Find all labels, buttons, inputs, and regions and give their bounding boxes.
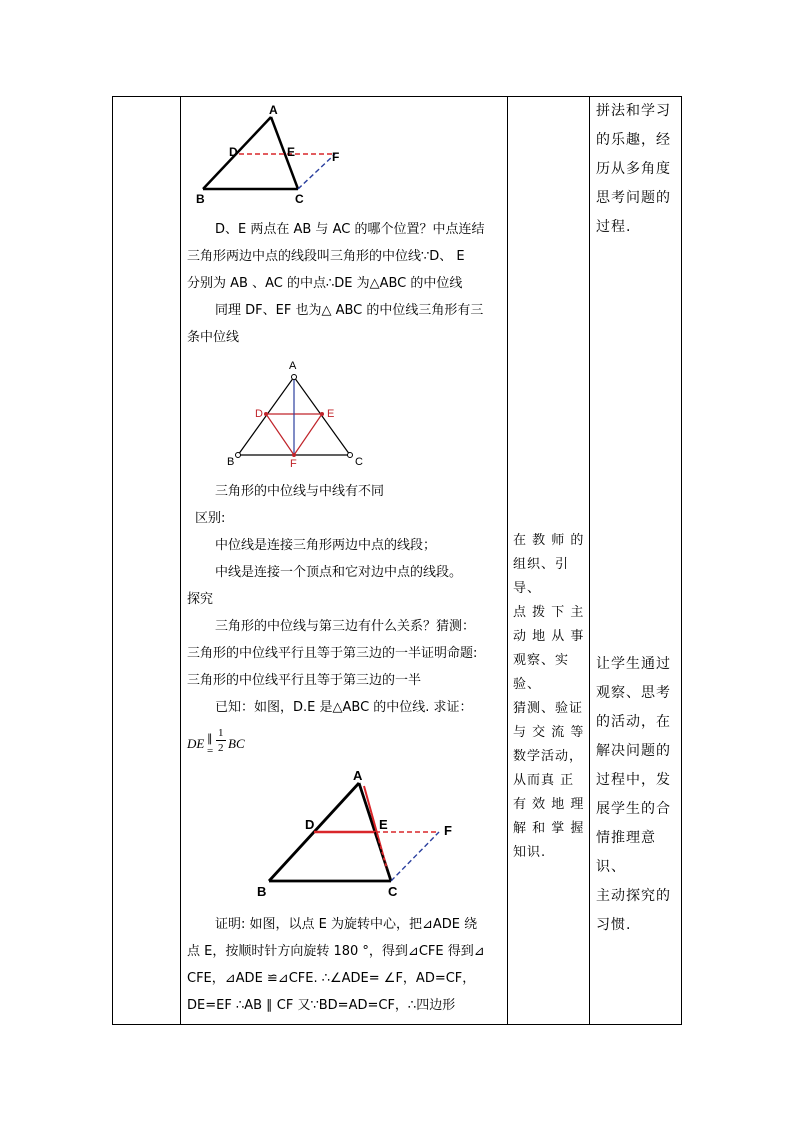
triangle-figure-2 [221, 355, 361, 475]
equal-symbol: = [207, 745, 214, 757]
label-c: C [388, 884, 398, 899]
paragraph-line: 三角形的中位线平行且等于第三边的一半 [187, 673, 422, 688]
label-a: A [289, 360, 297, 372]
label-e: E [287, 145, 296, 159]
label-e: E [379, 817, 388, 832]
teacher-activity-text: 在 教 师 的 组织、引导、 点 拨 下 主 动 地 从 事 观察、实验、 猜测、验证 与 交 流 等 数学活动， 从而真 正 有 效 地 理 解 和 掌 握 知识. [513, 533, 585, 860]
label-f: F [444, 823, 452, 838]
label-c: C [295, 192, 304, 206]
paragraph-line: 证明: 如图，以点 E 为旋转中心，把⊿ADE 绕 [215, 917, 478, 932]
paragraph-line: 区别: [195, 511, 226, 526]
paragraph-line: 已知：如图，D.E 是△ABC 的中位线. 求证： [215, 700, 473, 715]
design-intent-cell [590, 97, 682, 1024]
paragraph-line: 三角形的中位线平行且等于第三边的一半证明命题: [187, 646, 478, 661]
design-intent-bottom: 让学生通过 观察、思考 的活动，在 解决问题的 过程中，发 展学生的合 情推理意识、 主动探究的 习惯. [596, 656, 671, 933]
formula-lhs: DE [187, 736, 205, 751]
paragraph-line: 同理 DF、EF 也为△ ABC 的中位线三角形有三 [215, 303, 484, 318]
label-c: C [355, 456, 363, 468]
design-intent-top: 拼法和学习 的乐趣，经 历从多角度 思考问题的 过程. [596, 103, 671, 235]
formula-rhs: BC [228, 736, 245, 751]
triangle-figure-3 [217, 768, 452, 905]
label-b: B [227, 456, 235, 468]
paragraph-line: 三角形两边中点的线段叫三角形的中位线∵D、 E [187, 249, 465, 264]
label-d: D [305, 817, 315, 832]
paragraph-line: 探究 [187, 592, 214, 607]
paragraph-line: DE=EF ∴AB ∥ CF 又∵BD=AD=CF，∴四边形 [187, 998, 456, 1013]
label-a: A [269, 103, 278, 117]
fraction-bar [216, 740, 226, 741]
triangle-figure-1 [191, 103, 371, 215]
paragraph-line: D、E 两点在 AB 与 AC 的哪个位置？中点连结 [215, 222, 485, 237]
label-b: B [257, 884, 267, 899]
label-f: F [290, 458, 297, 470]
paragraph-line: 点 E，按顺时针方向旋转 180 °，得到⊿CFE 得到⊿ [187, 944, 485, 959]
paragraph-line: 分别为 AB 、AC 的中点∴DE 为△ABC 的中位线 [187, 276, 463, 291]
paragraph-line: CFE，⊿ADE ≌⊿CFE. ∴∠ADE= ∠F，AD=CF， [187, 971, 476, 986]
paragraph-line: 中位线是连接三角形两边中点的线段； [215, 538, 437, 553]
paragraph-line: 条中位线 [187, 330, 240, 345]
teacher-activity-cell [508, 97, 589, 1024]
paragraph-line: 三角形的中位线与第三边有什么关系？猜测： [215, 619, 476, 634]
label-d: D [255, 408, 263, 420]
paragraph-line: 中线是连接一个顶点和它对边中点的线段。 [215, 565, 463, 580]
label-d: D [229, 145, 238, 159]
content-cell [181, 97, 507, 1024]
paragraph-line: 三角形的中位线与中线有不同 [215, 484, 385, 499]
fraction-denominator: 2 [218, 742, 224, 754]
label-a: A [353, 768, 363, 783]
label-f: F [332, 150, 340, 164]
label-b: B [196, 192, 205, 206]
parallel-symbol: ∥ [207, 733, 213, 745]
fraction-numerator: 1 [218, 727, 224, 739]
lesson-table [112, 96, 682, 1025]
label-e: E [327, 408, 335, 420]
